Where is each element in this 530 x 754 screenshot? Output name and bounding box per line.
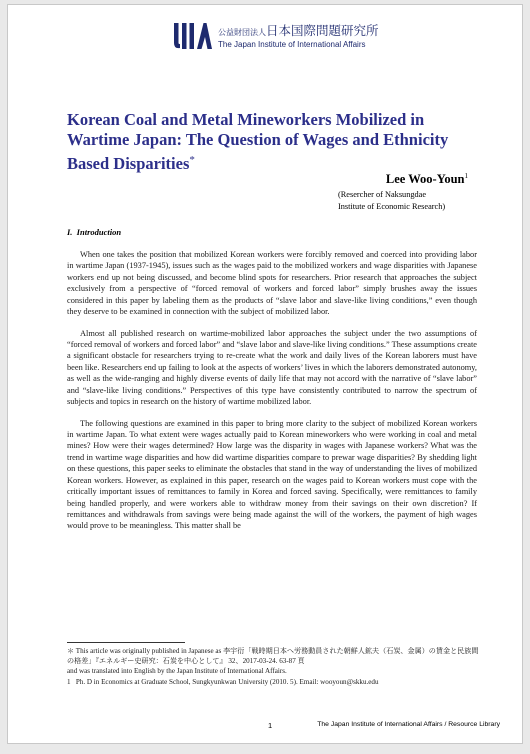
author-name-text: Lee Woo-Youn <box>385 172 465 187</box>
paragraph-1: When one takes the position that mobilized Korean workers were forcibly removed and coerced into providing labor in wartime Japan (1937-1945), issues such as the wages paid to the mobilized workers and wage disparities with Japanese workers end up not being discussed, and become blind spots for researchers. Prior research that approaches the subject exclusively from a perspective of “forced removal of workers and forced labor” simply brushes away the issues considered in this paper by labeling them as the products of “slave labor and slave-like living conditions,” even though they deserve to be examined in connection with the subject of mobilized labor. <box>67 250 477 317</box>
jiia-logo-mark <box>174 23 212 49</box>
document-page <box>7 4 523 744</box>
org-name-en: The Japan Institute of International Affairs <box>218 40 366 49</box>
paragraph-2: Almost all published research on wartime-mobilized labor approaches the subject under the two assumptions of “forced removal of workers and forced labor” and “slave labor and slave-like living conditions.” These assumptions create a significant obstacle for researchers trying to re-create what the work and daily lives of the Korean laborers must have been like. Researchers end up failing to look at the aspects of workers’ lives in which the laborers demonstrated autonomy, as well as the wide-ranging and highly diverse events of daily life that may not accord with the narrative of “slave labor” and “slave-like living conditions.” Perspectives of this type have consistently contributed to narrow the spectrum of subjects and topics in research on the history of wartime mobilized labor. <box>67 328 477 407</box>
author-name <box>386 172 468 187</box>
author-affiliation <box>338 189 468 212</box>
org-name-ja: 日本国際問題研究所 <box>266 23 379 38</box>
paragraph-3: The following questions are examined in this paper to bring more clarity to the subject of mobilized Korean workers in wartime Japan. To what extent were wages actually paid to Korean mineworkers who were working in coal and metal mines? How were their wages determined? How large was the disparity in wages with Japanese workers? What was the trend in wartime wage disparities and how did wartime disparities compare to prewar wage disparities? By shedding light on these questions, this paper seeks to eliminate the obstacles that stand in the way of understanding the lives of mobilized Korean workers. However, as explained in this paper, research on the wages paid to Korean workers must cope with the critically important issues of remittances to family in Korea and forced saving. Specifically, were remittances to family being handled properly, and were workers able to withdraw money from their savings on their own discretion? If remittances and withdrawals from savings were being made against the will of the workers, the payment of high wages would prove to be meaningless. This matter shall be <box>67 418 477 531</box>
footnote-star-line-1: ＊ This article was originally published in Japanese as 李宇衍「戦時期日本へ労務動員された朝鮮人鉱夫（石炭、金属）の賃金と民族間の格差」『エネルギー史研究：石炭を中心として』 32、2017-03-24. 63-87 頁 <box>67 647 479 665</box>
page-number: 1 <box>268 721 273 730</box>
title-footnote-mark[interactable]: * <box>189 154 195 166</box>
footnote-divider <box>67 642 185 643</box>
org-name-ja-prefix: 公益財団法人 <box>218 28 266 37</box>
footnote-star-line-2: and was translated into English by the Japan Institute of International Affairs. <box>67 667 287 675</box>
affiliation-line-1: (Resercher of Naksungdae <box>338 190 427 199</box>
footnote-1: 1 Ph. D in Economics at Graduate School, Sungkyunkwan University (2010. 5). Email: wooyoun@skku.edu <box>67 678 379 686</box>
author-footnote-mark[interactable]: 1 <box>464 172 468 180</box>
footer-source: The Japan Institute of International Affairs / Resource Library <box>317 721 500 728</box>
article-body <box>67 249 477 542</box>
article-title <box>67 110 487 174</box>
footnotes <box>67 646 485 687</box>
article-title-text: Korean Coal and Metal Mineworkers Mobilized in Wartime Japan: The Question of Wages and Ethnicity Based Disparities <box>67 110 449 173</box>
section-heading-introduction: I. Introduction <box>67 227 122 237</box>
affiliation-line-2: Institute of Economic Research) <box>338 201 446 211</box>
jiia-logo <box>174 23 379 53</box>
